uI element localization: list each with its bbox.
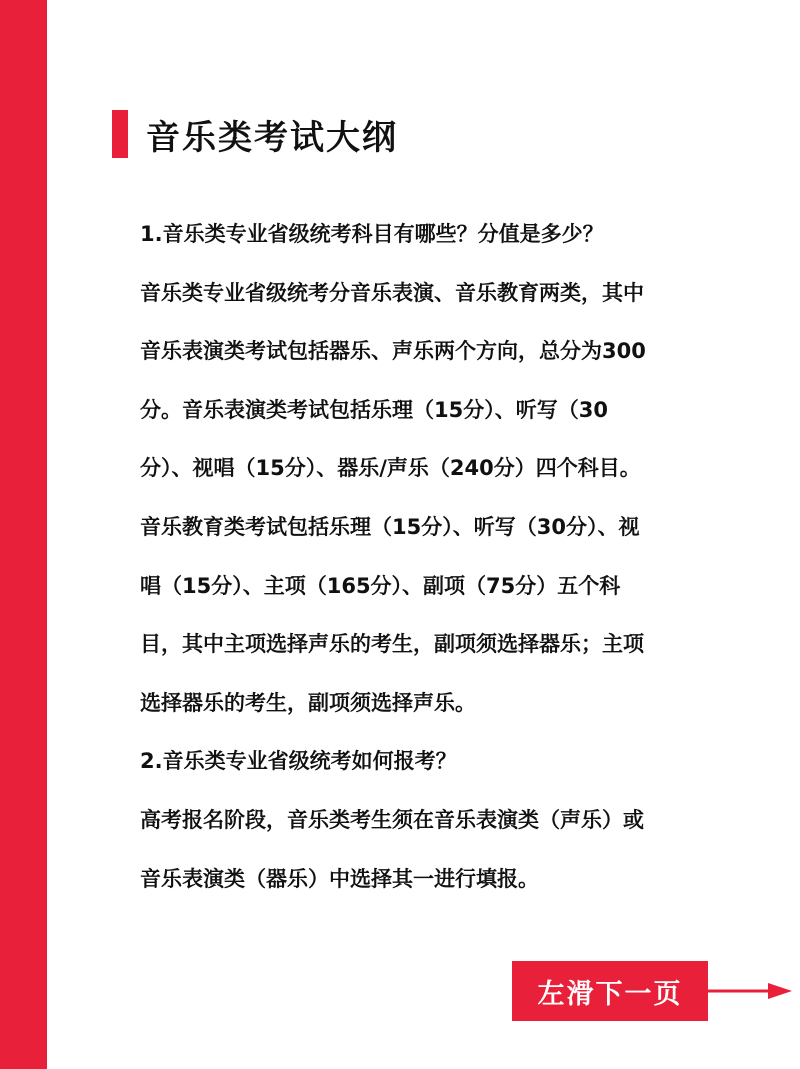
answer-2-line-2: 音乐表演类（器乐）中选择其一进行填报。 <box>140 866 539 891</box>
article-body <box>140 205 720 908</box>
question-1-heading: 1.音乐类专业省级统考科目有哪些？分值是多少？ <box>140 222 604 246</box>
title-block <box>112 110 398 158</box>
question-2-heading: 2.音乐类专业省级统考如何报考？ <box>140 749 457 774</box>
answer-1-line-3: 分。音乐表演类考试包括乐理（15分）、听写（30 <box>140 397 608 422</box>
page-title: 音乐类考试大纲 <box>146 117 398 158</box>
arrow-right-icon[interactable] <box>708 980 792 1002</box>
next-page-button[interactable]: 左滑下一页 <box>512 961 708 1021</box>
answer-1-line-4: 分）、视唱（15分）、器乐/声乐（240分）四个科目。 <box>140 456 641 481</box>
answer-1-line-7: 目，其中主项选择声乐的考生，副项须选择器乐；主项 <box>140 632 644 657</box>
left-accent-bar <box>0 0 47 1069</box>
answer-1-line-5: 音乐教育类考试包括乐理（15分）、听写（30分）、视 <box>140 514 640 539</box>
answer-2-line-1: 高考报名阶段，音乐类考生须在音乐表演类（声乐）或 <box>140 807 644 832</box>
title-accent-mark <box>112 110 128 158</box>
answer-1-line-6: 唱（15分）、主项（165分）、副项（75分）五个科 <box>140 573 621 598</box>
answer-1-line-1: 音乐类专业省级统考分音乐表演、音乐教育两类，其中 <box>140 280 644 305</box>
answer-1-line-2: 音乐表演类考试包括器乐、声乐两个方向，总分为300 <box>140 339 646 364</box>
answer-1-line-8: 选择器乐的考生，副项须选择声乐。 <box>140 690 476 715</box>
